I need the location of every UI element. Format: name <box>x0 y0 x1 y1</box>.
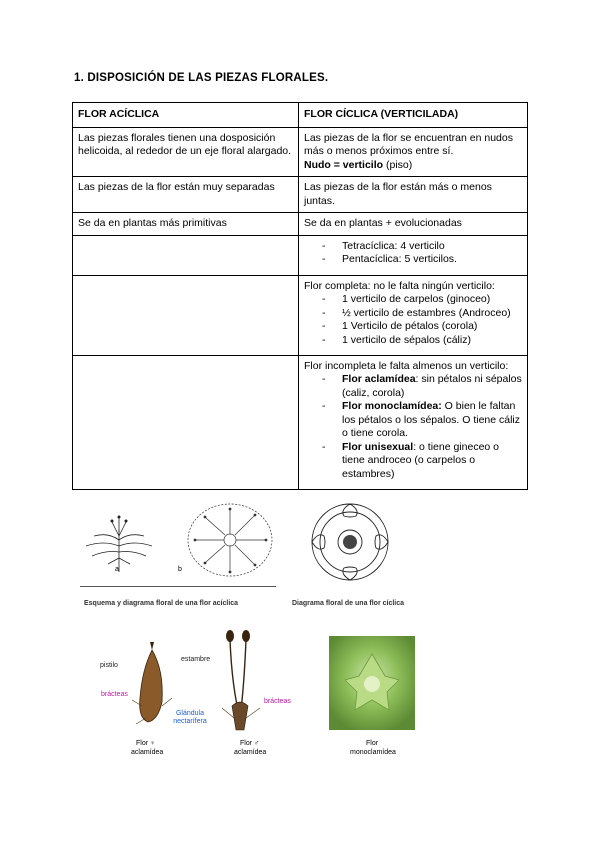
list-item: - 1 verticilo de carpelos (ginoceo) <box>304 293 522 307</box>
term: Flor aclamídea <box>342 373 416 385</box>
cell <box>299 235 528 275</box>
table-row <box>73 127 528 177</box>
label-glandula: Glándula nectarífera <box>173 710 207 725</box>
table-row <box>73 275 528 355</box>
label-flor-mono-2: monoclamídea <box>350 749 396 756</box>
acyclic-scheme-drawing <box>78 510 160 576</box>
header-cyclic: FLOR CÍCLICA (VERTICILADA) <box>299 103 528 128</box>
list-item: - ½ verticilo de estambres (Androceo) <box>304 307 522 321</box>
label-bracteas-2: brácteas <box>264 698 291 705</box>
section-heading: 1. DISPOSICIÓN DE LAS PIEZAS FLORALES. <box>74 72 329 84</box>
complete-flower-list <box>304 293 522 347</box>
list-item: - Tetracíclica: 4 verticilo <box>304 240 522 254</box>
label-bracteas-1: brácteas <box>101 691 128 698</box>
label-pistilo: pistilo <box>100 662 118 669</box>
caption-cyclic: Diagrama floral de una flor cíclica <box>292 600 405 607</box>
cell: Las piezas de la flor están más o menos juntas. <box>299 177 528 213</box>
cell-empty <box>73 355 299 489</box>
term: Flor unisexual <box>342 440 414 453</box>
cell <box>299 127 528 177</box>
label-flor-fem-1: Flor ♀ <box>136 740 156 747</box>
term-def: : sin pétalos ni sépalos (caliz, corola) <box>342 373 522 399</box>
table-row <box>73 177 528 213</box>
figure-baseline <box>80 586 276 587</box>
term-def: : o tiene gineceo o tiene androceo (o carpelos o estambres) <box>342 440 500 480</box>
cyclic-count-list <box>304 240 522 267</box>
label-flor-masc-1: Flor ♂ <box>240 740 260 747</box>
table-row <box>73 235 528 275</box>
list-item <box>304 400 522 441</box>
figure-label-a: a <box>115 566 119 573</box>
table-row <box>73 213 528 236</box>
list-item: - Pentacíclica: 5 verticilos. <box>304 253 522 267</box>
cell-intro: Flor completa: no le falta ningún verticilo: <box>304 279 495 292</box>
cell-text: Las piezas de la flor se encuentran en nudos más o menos próximos entre sí. <box>304 131 513 157</box>
cell-bold: Nudo = verticilo <box>304 158 384 171</box>
caption-acyclic: Esquema y diagrama floral de una flor acíclica <box>84 600 239 607</box>
table-row <box>73 355 528 489</box>
label-flor-fem-2: aclamídea <box>131 749 164 756</box>
list-item <box>304 373 522 400</box>
list-item: - 1 verticilo de sépalos (cáliz) <box>304 334 522 348</box>
cell: Las piezas florales tienen una dosposición helicoida, al rededor de un eje floral alargado. <box>73 127 299 177</box>
figure-label-b: b <box>178 566 182 573</box>
cell: Se da en plantas + evolucionadas <box>299 213 528 236</box>
header-acyclic: FLOR ACÍCLICA <box>73 103 299 128</box>
cyclic-diagram-drawing <box>308 500 392 584</box>
comparison-table <box>72 102 528 490</box>
cell-empty <box>73 275 299 355</box>
cell <box>299 355 528 489</box>
cell: Las piezas de la flor están muy separadas <box>73 177 299 213</box>
list-item: - 1 Verticilo de pétalos (corola) <box>304 320 522 334</box>
term-def: O bien le faltan los pétalos o los sépalos. O tiene cáliz o tiene corola. <box>342 400 521 439</box>
cell-text: (piso) <box>383 158 413 171</box>
table-header-row <box>73 103 528 128</box>
list-item <box>304 441 522 482</box>
cell-intro: Flor incompleta le falta almenos un verticilo: <box>304 359 509 372</box>
label-flor-mono-1: Flor <box>366 740 379 747</box>
cell <box>299 275 528 355</box>
incomplete-flower-list <box>304 373 522 481</box>
cell: Se da en plantas más primitivas <box>73 213 299 236</box>
label-flor-masc-2: aclamídea <box>234 749 267 756</box>
acyclic-diagram-drawing <box>178 500 278 582</box>
monochlamydeous-flower-photo <box>329 636 415 730</box>
male-flower-drawing <box>212 628 268 736</box>
term: Flor monoclamídea: <box>342 400 442 412</box>
label-estambre: estambre <box>181 656 211 663</box>
cell-empty <box>73 235 299 275</box>
